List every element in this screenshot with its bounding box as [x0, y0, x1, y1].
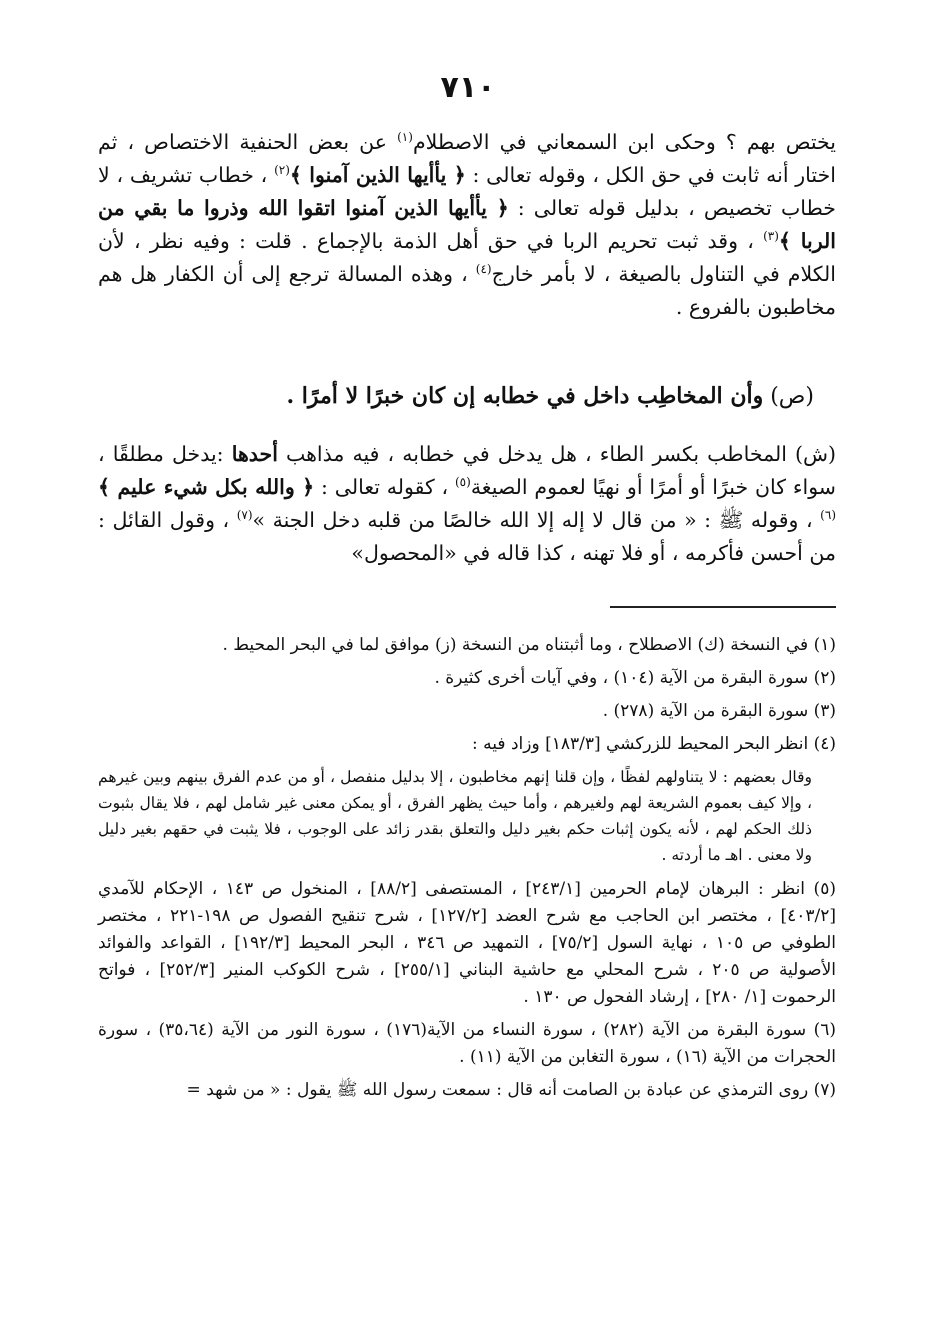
matn-paragraph	[98, 380, 814, 413]
text: ، وقد ثبت تحريم الربا في حق أهل الذمة بالإجماع . قلت : وفيه نظر ، لأن الكلام في التناول بالصيغة ، لا بأمر خارج	[98, 229, 836, 286]
matn-prefix: (ص)	[763, 384, 814, 409]
footnote-5: (٥) انظر : البرهان لإمام الحرمين [٢٤٣/١] ، المستصفى [٨٨/٢] ، المنخول ص ١٤٣ ، الإحكام للآمدي [٤٠٣/٢] ، مختصر ابن الحاجب مع شرح العضد [١٢٧/٢] ، شرح تنقيح الفصول ص ١٩٨-٢٢١ ، مختصر الطوفي ص ١٠٥ ، نهاية السول [٧٥/٢] ، التمهيد ص ٣٤٦ ، البحر المحيط [١٩٢/٣] ، القواعد والفوائد الأصولية ص ٢٠٥ ، شرح المحلي مع حاشية البناني [٢٥٥/١] ، شرح الكوكب المنير [٢٥٢/٣] ، فواتح الرحموت [١/ ٢٨٠] ، إرشاد الفحول ص ١٣٠ .	[98, 879, 837, 1007]
sharh-text	[98, 438, 836, 570]
footnote-ref: (٢)	[274, 163, 290, 178]
page-number: ٧١٠	[440, 70, 496, 105]
footnote-2: (٢) سورة البقرة من الآية (١٠٤) ، وفي آيات أخرى كثيرة .	[434, 668, 836, 688]
footnote-4-quote: وقال بعضهم : لا يتناولهم لفظًا ، وإن قلنا إنهم مخاطبون ، إلا بدليل منفصل ، أو من عدم الفرق بينهم وبين غيرهم ، وإلا كيف بعموم الشريعة لهم ولغيرهم ، وأما حيث يظهر الفرق ، أو يمكن معنى غير شامل لهم ، فلا يقال بثبوت ذلك الحكم لهم ، لأنه يكون إثبات حكم بغير دليل والتعلق بقدر زائد على الوجوب ، فلا يثبت في حقهم بغير دليل ولا معنى . اهـ ما أردته .	[98, 768, 812, 864]
footnote-ref: (٣)	[763, 229, 779, 244]
matn-line	[98, 380, 836, 413]
footnote-ref: (٧)	[236, 508, 253, 523]
footnote-ref: (٥)	[454, 475, 471, 490]
footnote-3: (٣) سورة البقرة من الآية (٢٧٨) .	[602, 701, 836, 721]
text: ، وقوله ﷺ : « من قال لا إله إلا الله خالصًا من قلبه دخل الجنة »	[252, 508, 821, 532]
footnote-4: (٤) انظر البحر المحيط للزركشي [١٨٣/٣] وزاد فيه :	[472, 734, 836, 754]
text: ، كقوله تعالى :	[314, 475, 455, 499]
quran-verse: ﴿ يأأيها الذين آمنوا اتقوا الله وذروا ما بقي من الربا ﴾	[98, 196, 836, 253]
text: ، وقول القائل : من أحسن فأكرمه ، أو فلا تهنه ، كذا قاله في «المحصول»	[98, 508, 836, 565]
footnote-7: (٧) روى الترمذي عن عبادة بن الصامت أنه قال : سمعت رسول الله ﷺ يقول : « من شهد =	[186, 1080, 836, 1100]
footnote-separator	[610, 606, 836, 608]
text: ، وهذه المسالة ترجع إلى أن الكفار هل هم مخاطبون بالفروع .	[98, 262, 836, 319]
sharh-paragraph	[98, 438, 836, 570]
footnote-6: (٦) سورة البقرة من الآية (٢٨٢) ، سورة النساء من الآية(١٧٦) ، سورة النور من الآية (٣٥،٦٤) ، سورة الحجرات من الآية (١٦) ، سورة التغابن من الآية (١١) .	[98, 1020, 837, 1067]
text: عن بعض الحنفية الاختصاص ، ثم اختار أنه ثابت في حق الكل ، وقوله تعالى :	[98, 130, 836, 187]
footnotes	[98, 632, 836, 1110]
text: يختص بهم ؟ وحكى ابن السمعاني في الاصطلام	[412, 130, 836, 154]
footnote-ref: (٦)	[820, 508, 836, 523]
main-text	[98, 126, 836, 324]
quran-verse: ﴿ والله بكل شيء عليم ﴾	[98, 475, 315, 499]
text: ، خطاب تشريف ، لا خطاب تخصيص ، بدليل قوله تعالى :	[98, 163, 836, 220]
footnote-ref: (١)	[397, 130, 413, 145]
footnote-ref: (٤)	[475, 262, 492, 277]
footnote-1: (١) في النسخة (ك) الاصطلاح ، وما أثبتناه من النسخة (ز) موافق لما في البحر المحيط .	[222, 635, 836, 655]
text: (ش) المخاطب بكسر الطاء ، هل يدخل في خطابه ، فيه مذاهب	[277, 442, 837, 466]
intro-paragraph	[98, 126, 836, 324]
matn-text: وأن المخاطِب داخل في خطابه إن كان خبرًا لا أمرًا .	[286, 383, 764, 409]
bold-term: أحدها	[231, 442, 278, 466]
quran-verse: ﴿ يأأيها الذين آمنوا ﴾	[289, 163, 466, 187]
text: :يدخل مطلقًا ، سواء كان خبرًا أو أمرًا أو نهيًا لعموم الصيغة	[98, 442, 836, 499]
